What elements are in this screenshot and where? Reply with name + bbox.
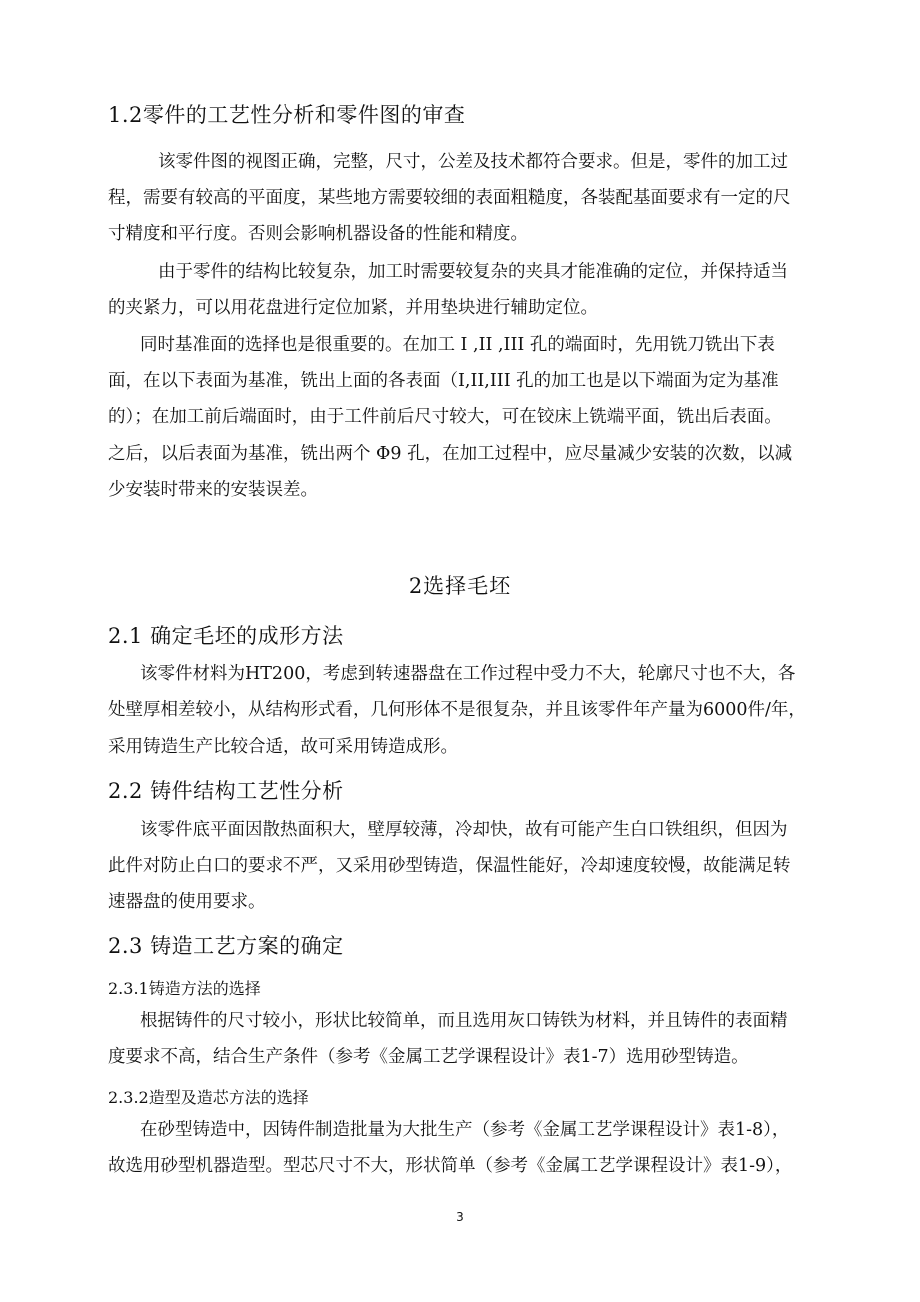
paragraph-line: 该零件材料为HT200，考虑到转速器盘在工作过程中受力不大，轮廓尺寸也不大，各: [140, 664, 796, 684]
paragraph-line: 面，在以下表面为基准，铣出上面的各表面（I,II,III 孔的加工也是以下端面为定为基准: [108, 371, 779, 391]
paragraph-line: 故选用砂型机器造型。型芯尺寸不大，形状简单（参考《金属工艺学课程设计》表1-9），: [108, 1156, 793, 1176]
paragraph-line: 程，需要有较高的平面度，某些地方需要较细的表面粗糙度，各装配基面要求有一定的尺: [108, 188, 791, 208]
paragraph-line: 寸精度和平行度。否则会影响机器设备的性能和精度。: [108, 224, 528, 244]
subsection-2-3-2-heading: 2.3.2造型及造芯方法的选择: [108, 1088, 309, 1107]
chapter-2-title: 2选择毛坯: [408, 574, 512, 598]
paragraph-line: 根据铸件的尺寸较小，形状比较简单，而且选用灰口铸铁为材料，并且铸件的表面精: [140, 1011, 788, 1031]
section-2-2-heading: 2.2 铸件结构工艺性分析: [108, 779, 344, 803]
paragraph-line: 速器盘的使用要求。: [108, 892, 266, 912]
paragraph-line: 该零件图的视图正确，完整，尺寸，公差及技术都符合要求。但是，零件的加工过: [158, 152, 788, 172]
paragraph-line: 同时基准面的选择也是很重要的。在加工 I ,II ,III 孔的端面时，先用铣刀铣出下表: [140, 335, 775, 355]
page-number: 3: [456, 1210, 464, 1224]
paragraph-line: 处壁厚相差较小，从结构形式看，几何形体不是很复杂，并且该零件年产量为6000件/年，: [108, 700, 806, 720]
paragraph-line: 的夹紧力，可以用花盘进行定位加紧，并用垫块进行辅助定位。: [108, 298, 598, 318]
paragraph-line: 之后，以后表面为基准，铣出两个 Φ9 孔，在加工过程中，应尽量减少安装的次数，以减: [108, 444, 793, 464]
paragraph-line: 采用铸造生产比较合适，故可采用铸造成形。: [108, 737, 458, 757]
paragraph-line: 的）；在加工前后端面时，由于工件前后尺寸较大，可在铰床上铣端平面，铣出后表面。: [108, 407, 782, 427]
paragraph-line: 少安装时带来的安装误差。: [108, 480, 318, 500]
paragraph-line: 度要求不高，结合生产条件（参考《金属工艺学课程设计》表1-7）选用砂型铸造。: [108, 1047, 749, 1067]
subsection-2-3-1-heading: 2.3.1铸造方法的选择: [108, 979, 261, 998]
section-2-3-heading: 2.3 铸造工艺方案的确定: [108, 934, 344, 958]
paragraph-line: 此件对防止白口的要求不严，又采用砂型铸造，保温性能好，冷却速度较慢，故能满足转: [108, 856, 791, 876]
section-2-1-heading: 2.1 确定毛坯的成形方法: [108, 624, 344, 648]
paragraph-line: 由于零件的结构比较复杂，加工时需要较复杂的夹具才能准确的定位，并保持适当: [158, 262, 788, 282]
paragraph-line: 该零件底平面因散热面积大，壁厚较薄，冷却快，故有可能产生白口铁组织，但因为: [140, 820, 788, 840]
section-1-2-heading: 1.2零件的工艺性分析和零件图的审查: [108, 103, 466, 127]
paragraph-line: 在砂型铸造中，因铸件制造批量为大批生产（参考《金属工艺学课程设计》表1-8），: [140, 1120, 790, 1140]
